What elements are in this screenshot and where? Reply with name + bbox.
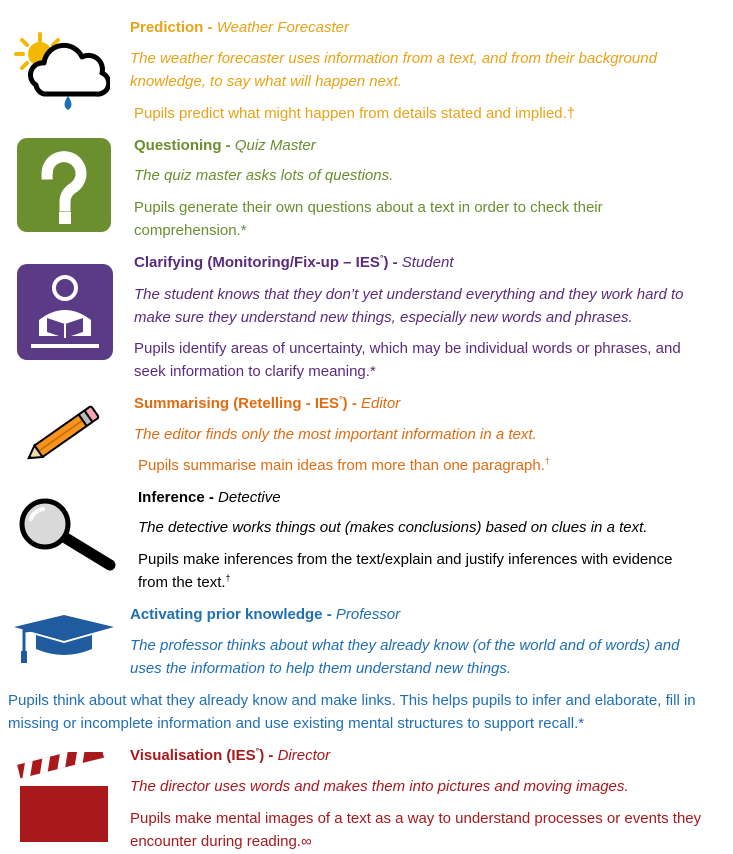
section-heading: Clarifying (Monitoring/Fix-up – IES xyxy=(134,254,380,271)
clapperboard-icon xyxy=(16,752,110,844)
role-description-line: uses the information to help them understand new things. xyxy=(130,660,512,677)
magnifying-glass-icon xyxy=(18,497,116,571)
role-name: Weather Forecaster xyxy=(216,19,349,36)
pupils-description-line: from the text. xyxy=(138,574,226,591)
pupils-description-line: encounter during reading.∞ xyxy=(130,833,312,850)
role-name: Editor xyxy=(361,395,401,412)
pupils-description-line: missing or incomplete information and use existing mental structures to support recall.* xyxy=(8,715,585,732)
role-description-line: The editor finds only the most important information in a text. xyxy=(134,426,537,443)
role-description-line: knowledge, to say what will happen next. xyxy=(130,73,402,90)
reader-icon xyxy=(17,264,113,360)
pencil-icon xyxy=(18,404,106,468)
pupils-description-line: comprehension.* xyxy=(134,222,247,239)
role-description-line: The director uses words and makes them into pictures and moving images. xyxy=(130,778,629,795)
pupils-description-line: Pupils identify areas of uncertainty, which may be individual words or phrases, and xyxy=(134,340,681,357)
weather-cloud-sun-icon xyxy=(14,30,110,122)
role-description-line: The detective works things out (makes conclusions) based on clues in a text. xyxy=(138,519,648,536)
role-description-line: The student knows that they don’t yet understand everything and they work hard to xyxy=(134,286,684,303)
pupils-description-line: Pupils make mental images of a text as a way to understand processes or events they xyxy=(130,810,702,827)
pupils-description-line: Pupils make inferences from the text/explain and justify inferences with evidence xyxy=(138,551,673,568)
role-name: Quiz Master xyxy=(234,137,316,154)
section-heading: Questioning xyxy=(134,137,222,154)
pupils-description-line: Pupils summarise main ideas from more than one paragraph. xyxy=(138,457,545,474)
pupils-description-line: Pupils generate their own questions about a text in order to check their xyxy=(134,199,603,216)
pupils-description-line: seek information to clarify meaning.* xyxy=(134,363,376,380)
role-name: Director xyxy=(277,747,331,764)
question-mark-icon xyxy=(17,138,111,232)
pupils-description-line: Pupils predict what might happen from details stated and implied.† xyxy=(134,105,576,122)
role-description-line: The professor thinks about what they already know (of the world and of words) and xyxy=(130,637,680,654)
role-description-line: make sure they understand new things, especially new words and phrases. xyxy=(134,309,633,326)
section-heading: Inference xyxy=(138,489,205,506)
graduation-cap-icon xyxy=(12,613,116,669)
role-name: Detective xyxy=(218,489,281,506)
section-heading: Visualisation (IES xyxy=(130,747,256,764)
role-description-line: The weather forecaster uses information from a text, and from their background xyxy=(130,50,657,67)
section-heading: Summarising (Retelling - IES xyxy=(134,395,340,412)
role-name: Professor xyxy=(335,606,401,623)
section-heading: Prediction xyxy=(130,19,204,36)
role-name: Student xyxy=(401,254,454,271)
section-heading: Activating prior knowledge xyxy=(130,606,323,623)
pupils-description-line: Pupils think about what they already know and make links. This helps pupils to infer and elaborate, fill in xyxy=(8,692,696,709)
role-description-line: The quiz master asks lots of questions. xyxy=(134,167,394,184)
